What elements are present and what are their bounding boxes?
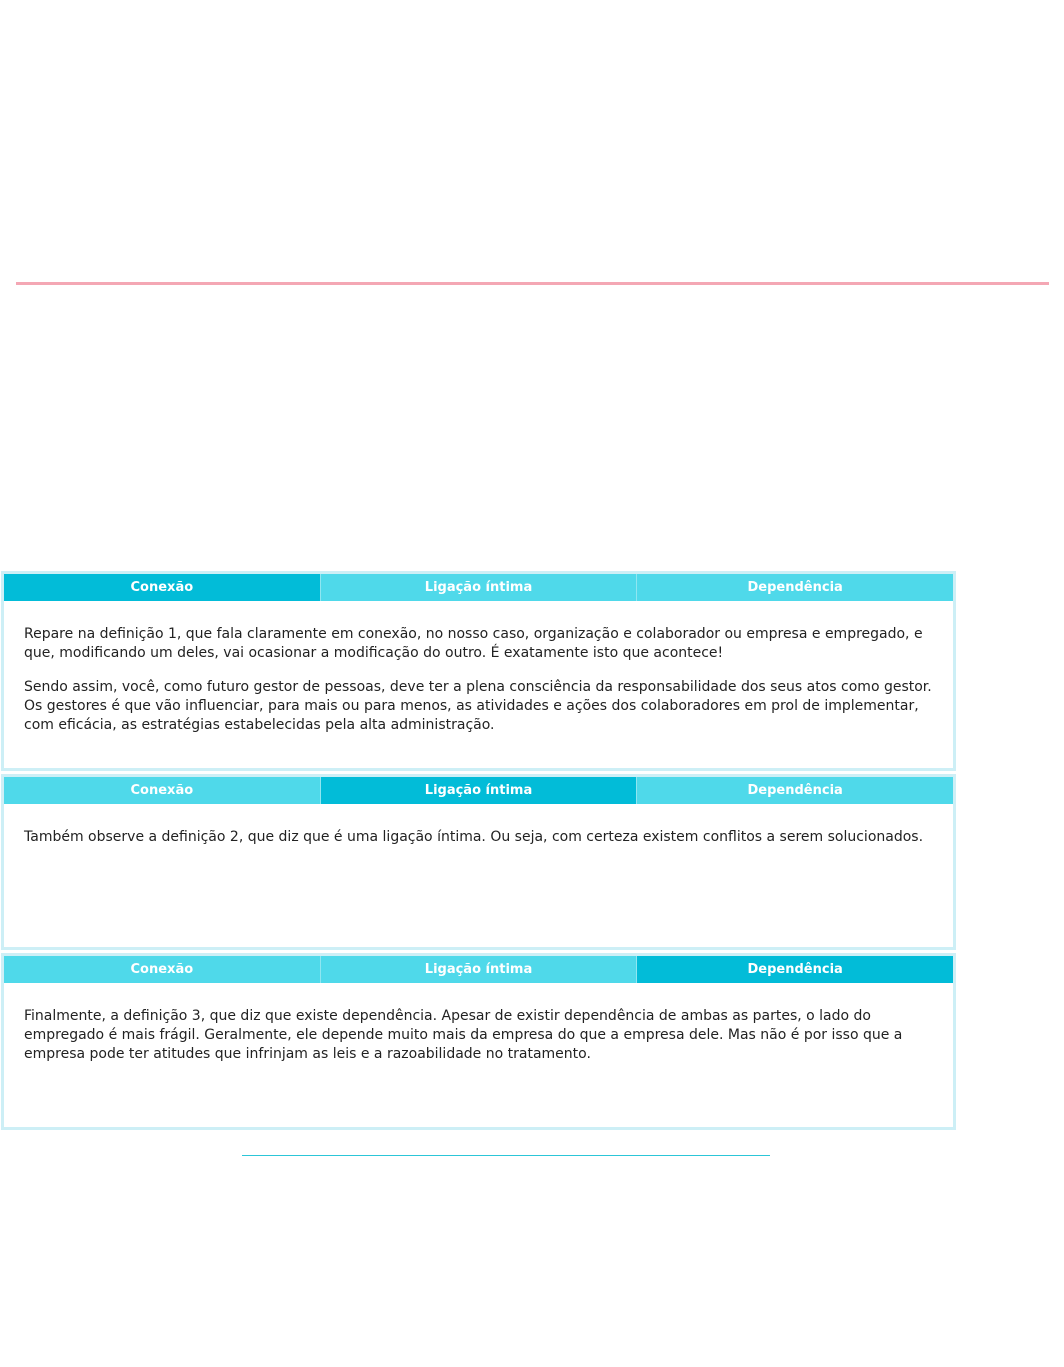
tab-bar (4, 956, 953, 983)
tab-dependencia[interactable]: Dependência (637, 956, 953, 983)
tab-dependencia[interactable]: Dependência (637, 777, 953, 804)
tab-bar (4, 777, 953, 804)
tab-panel-conexao (4, 601, 953, 735)
tabset-dependencia (1, 953, 956, 1130)
bottom-divider (242, 1155, 770, 1156)
tabset-ligacao-intima (1, 774, 956, 950)
top-divider (16, 282, 1049, 285)
tab-conexao[interactable]: Conexão (4, 777, 321, 804)
tab-dependencia[interactable]: Dependência (637, 574, 953, 601)
panel-paragraph: Sendo assim, você, como futuro gestor de pessoas, deve ter a plena consciência da responsabilidade dos seus atos como gestor. Os gestores é que vão influenciar, para mais ou para menos, as atividades e ações dos colaboradores em prol de implementar, com eficácia, as estratégias estabelecidas pela alta administração. (24, 679, 932, 733)
panel-paragraph: Finalmente, a definição 3, que diz que existe dependência. Apesar de existir dependência de ambas as partes, o lado do empregado é mais frágil. Geralmente, ele depende muito mais da empresa do que a empresa dele. Mas não é por isso que a empresa pode ter atitudes que infrinjam as leis e a razoabilidade no tratamento. (24, 1008, 903, 1062)
tab-ligacao-intima[interactable]: Ligação íntima (321, 574, 638, 601)
tab-panel-ligacao-intima (4, 804, 953, 847)
tabset-conexao (1, 571, 956, 771)
tab-ligacao-intima[interactable]: Ligação íntima (321, 956, 638, 983)
tab-bar (4, 574, 953, 601)
tab-conexao[interactable]: Conexão (4, 956, 321, 983)
tab-panel-dependencia (4, 983, 953, 1064)
panel-paragraph: Também observe a definição 2, que diz que é uma ligação íntima. Ou seja, com certeza existem conflitos a serem solucionados. (24, 829, 924, 845)
tab-ligacao-intima[interactable]: Ligação íntima (321, 777, 638, 804)
panel-paragraph: Repare na definição 1, que fala claramente em conexão, no nosso caso, organização e colaborador ou empresa e empregado, e que, modificando um deles, vai ocasionar a modificação do outro. É exatamente isto que acontece! (24, 626, 923, 661)
tab-conexao[interactable]: Conexão (4, 574, 321, 601)
